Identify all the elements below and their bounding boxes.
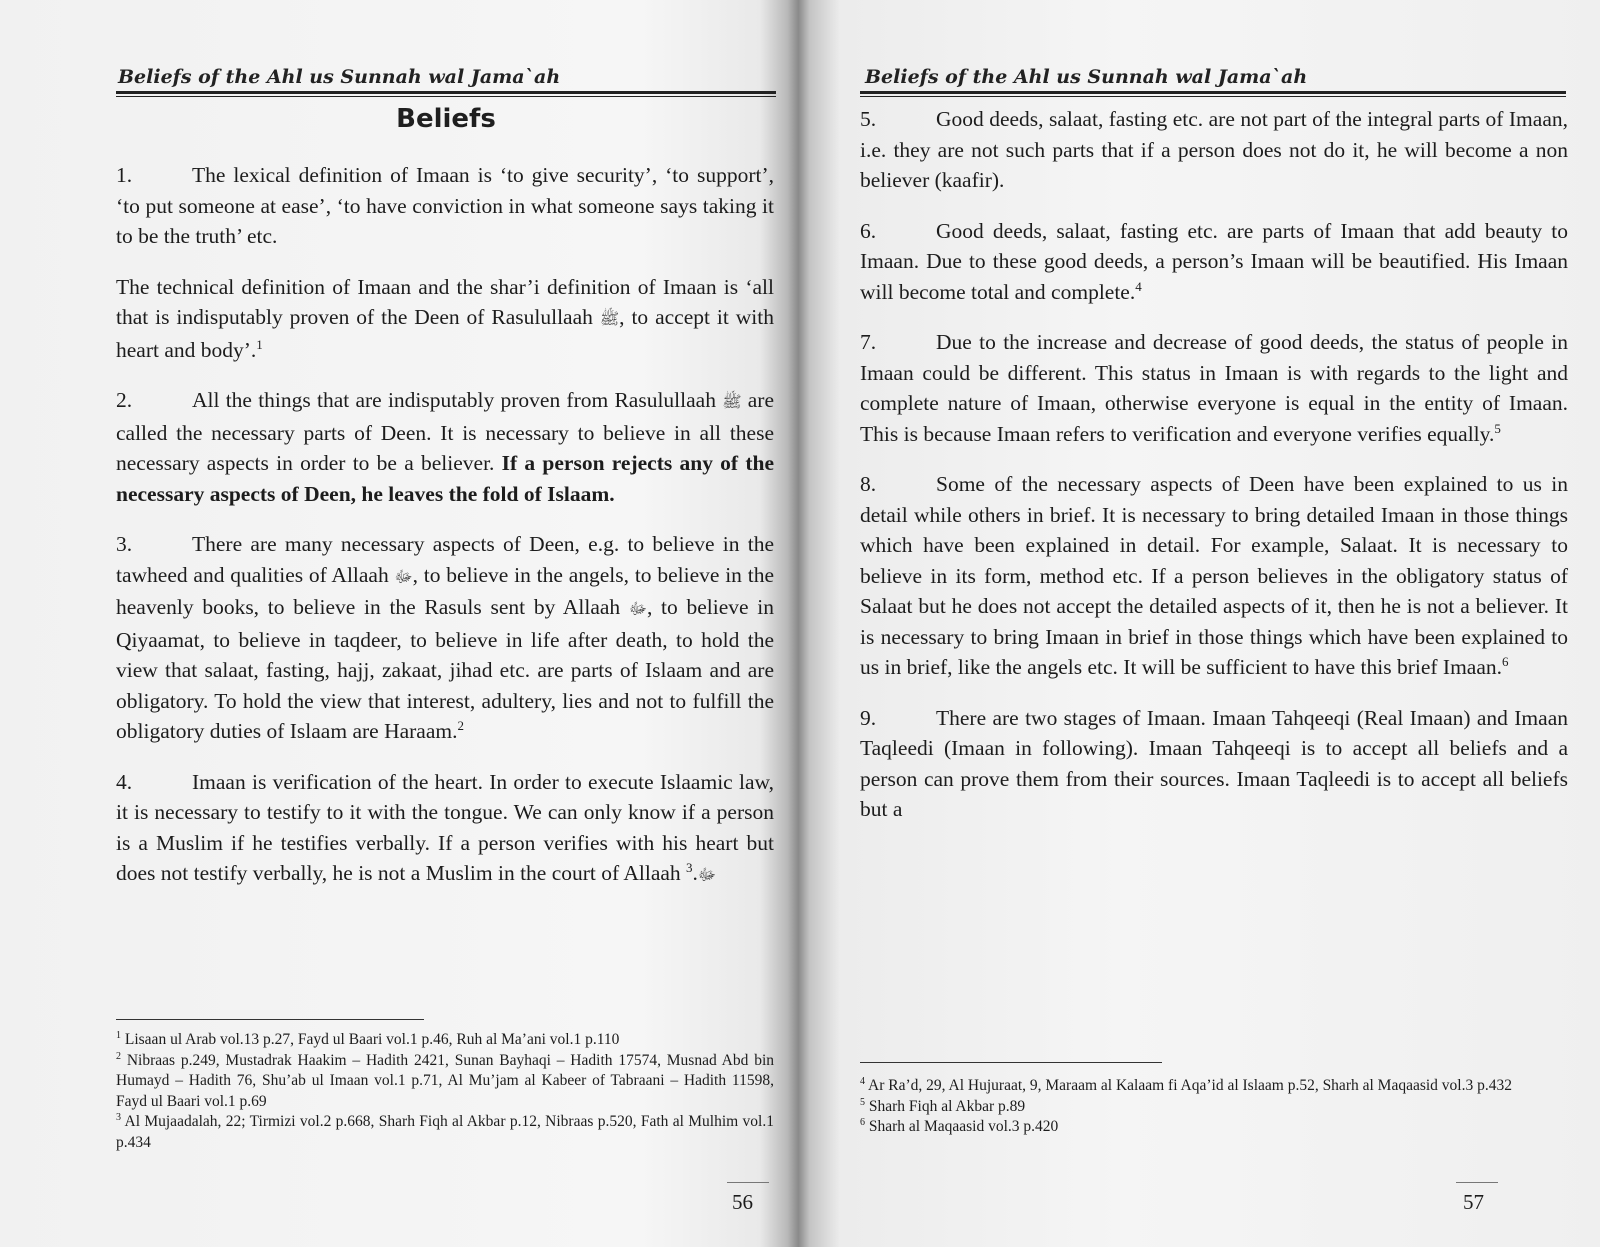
paragraph-text-after: , to accept it with heart and body’.: [116, 305, 774, 362]
paragraph-number: 1.: [116, 163, 133, 187]
footnote-2: [116, 1051, 774, 1113]
paragraph-1: [116, 160, 774, 252]
page-number-mark-left: [727, 1182, 769, 1183]
paragraph-text: Imaan is verification of the heart. In order to execute Islaamic law, it is necessary to testify to it with the tongue. We can only know if a person is a Muslim if he testifies verbally. If a person verifies with his heart but does not testify verbally, he is not a Muslim in the court of Allaah: [116, 769, 774, 885]
footnote-text: Al Mujaadalah, 22; Tirmizi vol.2 p.668, Sharh Fiqh al Akbar p.12, Nibraas p.520, Fath al Mulhim vol.1 p.434: [116, 1113, 774, 1151]
footnote-text: Nibraas p.249, Mustadrak Haakim – Hadith 2421, Sunan Bayhaqi – Hadith 17574, Musnad Abd bin Humayd – Hadith 76, Shu’ab ul Imaan vol.1 p.71, Al Mu’jam al Kabeer of Tabraani – Hadith 11598, Fayd ul Baari vol.1 p.69: [116, 1051, 774, 1110]
paragraph-text: Some of the necessary aspects of Deen have been explained to us in detail while others in brief. It is necessary to bring detailed Imaan in those things which have been explained in detail. For example, Salaat. It is necessary to believe in its form, method etc. If a person believes in the obligatory status of Salaat but he does not accept the detailed aspects of it, then he is not a believer. It is necessary to bring Imaan in brief in those things which have been explained to us in brief, like the angels etc. It will be sufficient to have this brief Imaan.: [860, 472, 1568, 679]
paragraph-3: [116, 529, 774, 747]
running-header-left: Beliefs of the Ahl us Sunnah wal Jama`ah: [118, 66, 561, 88]
header-rule-left: [116, 91, 776, 97]
page-number-right: 57: [1463, 1190, 1484, 1214]
footnotes-right: [860, 1076, 1568, 1138]
paragraph-text: There are two stages of Imaan. Imaan Tahqeeqi (Real Imaan) and Imaan Taqleedi (Imaan in following). Imaan Tahqeeqi is to accept all beliefs and a person can prove them from their sources. Imaan Taqleedi is to accept all beliefs but a: [860, 705, 1568, 821]
page-number-mark-right: [1456, 1182, 1498, 1183]
paragraph-4: 4. Imaan is verification of the heart. In order to execute Islaamic law, it is necessary to testify to it with the tongue. We can only know if a person is a Muslim if he testifies verbally. If a person verifies with his heart but does not testify verbally, he is not a Muslim in the court of Allaah ﷻ.$^3$: [116, 767, 774, 891]
paragraph-number: 4.: [116, 769, 133, 794]
chapter-title: Beliefs: [396, 104, 496, 134]
paragraph-2: [116, 385, 774, 509]
paragraph-1-continued: [116, 272, 774, 366]
footnote-6: [860, 1117, 1568, 1138]
paragraph-text: The lexical definition of Imaan is ‘to give security’, ‘to support’, ‘to put someone at ease’, ‘to have conviction in what someone says taking it to be the truth’ etc.: [116, 163, 774, 248]
footnote-text: Lisaan ul Arab vol.13 p.27, Fayd ul Baari vol.1 p.46, Ruh al Ma’ani vol.1 p.110: [124, 1031, 620, 1048]
footnote-ref[interactable]: 2: [457, 717, 464, 733]
paragraph-6: [860, 216, 1568, 308]
footnote-3: [116, 1112, 774, 1153]
footnote-number: 1: [116, 1029, 121, 1041]
footnote-divider-left: [116, 1019, 424, 1020]
paragraph-number: 6.: [860, 218, 877, 243]
paragraph-text: The technical definition of Imaan and the shar’i definition of Imaan is ‘all that is indisputably proven of the Deen of Rasulullaah: [116, 274, 774, 329]
footnote-4: [860, 1076, 1568, 1097]
footnote-number: 4: [860, 1075, 865, 1087]
page-57: [800, 0, 1600, 1247]
body-text-left: [116, 160, 774, 911]
paragraph-number: 2.: [116, 388, 133, 412]
paragraph-8: [860, 469, 1568, 683]
footnote-number: 5: [860, 1096, 865, 1108]
paragraph-text-c: , to believe in Qiyaamat, to believe in taqdeer, to believe in life after death, to hold the view that salaat, fasting, hajj, zakaat, jihad etc. are parts of Islaam and are obligatory. To hold the view that interest, adultery, lies and not to fulfill the obligatory duties of Islaam are Haraam.: [116, 595, 774, 743]
footnotes-left: [116, 1030, 774, 1153]
paragraph-number: 5.: [860, 107, 877, 131]
paragraph-text: All the things that are indisputably proven from Rasulullaah: [192, 388, 723, 412]
footnote-ref[interactable]: 1: [256, 336, 263, 352]
paragraph-number: 8.: [860, 472, 877, 496]
paragraph-5: [860, 104, 1568, 196]
paragraph-7: [860, 327, 1568, 449]
footnote-5: [860, 1097, 1568, 1118]
footnote-text: Ar Ra’d, 29, Al Hujuraat, 9, Maraam al Kalaam fi Aqa’id al Islaam p.52, Sharh al Maqaasid vol.3 p.432: [868, 1077, 1512, 1094]
footnote-number: 3: [116, 1111, 121, 1123]
page-number-left: 56: [732, 1190, 753, 1214]
salutation-icon: ﷺ: [599, 309, 620, 328]
footnote-ref[interactable]: 4: [1135, 278, 1142, 294]
footnote-1: [116, 1030, 774, 1051]
footnote-ref[interactable]: 3: [686, 859, 693, 875]
paragraph-number: 9.: [860, 705, 877, 730]
exaltation-icon: ﷻ: [394, 566, 413, 586]
paragraph-text: There are many necessary aspects of Deen, e.g. to believe in the tawheed and qualities of Allaah: [116, 532, 774, 587]
footnote-ref[interactable]: 5: [1494, 420, 1501, 436]
exaltation-icon: ﷻ: [628, 599, 647, 618]
paragraph-text: Good deeds, salaat, fasting etc. are not part of the integral parts of Imaan, i.e. they are not such parts that if a person does not do it, he will become a non believer (kaafir).: [860, 107, 1568, 192]
footnote-number: 2: [116, 1050, 121, 1062]
footnote-text: Sharh al Maqaasid vol.3 p.420: [868, 1118, 1059, 1135]
paragraph-text-b: , to believe in the angels, to believe in the heavenly books, to believe in the Rasuls sent by Allaah: [116, 562, 774, 619]
paragraph-9: [860, 703, 1568, 825]
paragraph-number: 7.: [860, 330, 877, 354]
exaltation-icon: ﷻ: [697, 865, 716, 884]
footnote-ref[interactable]: 6: [1502, 653, 1509, 669]
header-rule-right: [860, 91, 1566, 97]
running-header-right: Beliefs of the Ahl us Sunnah wal Jama`ah: [865, 66, 1308, 88]
footnote-divider-right: [860, 1062, 1162, 1063]
bold-statement: If a person rejects any of the necessary aspects of Deen, he leaves the fold of Islaam.: [116, 451, 774, 506]
footnote-text: Sharh Fiqh al Akbar p.89: [868, 1097, 1026, 1115]
paragraph-text: Good deeds, salaat, fasting etc. are parts of Imaan that add beauty to Imaan. Due to these good deeds, a person’s Imaan will be beautified. His Imaan will become total and complete.: [860, 218, 1568, 304]
paragraph-number: 3.: [116, 532, 133, 556]
paragraph-text: Due to the increase and decrease of good deeds, the status of people in Imaan could be different. This status in Imaan is with regards to the light and complete nature of Imaan, otherwise everyone is equal in the entity of Imaan. This is because Imaan refers to verification and everyone verifies equally.: [860, 330, 1568, 446]
footnote-number: 6: [860, 1116, 865, 1128]
paragraph-text-b: are called the necessary parts of Deen. It is necessary to believe in all these necessary aspects in order to be a believer.: [116, 388, 774, 475]
body-text-right: [860, 104, 1568, 845]
salutation-icon: ﷺ: [722, 392, 742, 411]
